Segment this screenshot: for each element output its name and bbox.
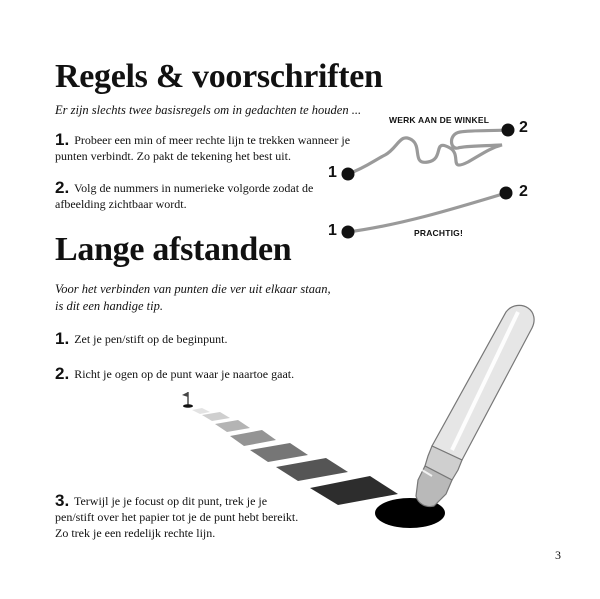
tip-3-line-3: Zo trek je een redelijk rechte lijn.	[55, 526, 216, 540]
tip-2-number: 2.	[55, 364, 70, 383]
rule-2	[55, 180, 325, 212]
tip-3-number: 3.	[55, 491, 70, 510]
dash-6	[276, 458, 348, 481]
rule-1-number: 1.	[55, 130, 70, 149]
dash-7	[310, 476, 398, 505]
dash-3	[215, 420, 250, 432]
rule-2-number: 2.	[55, 178, 70, 197]
tip-3	[55, 493, 298, 541]
tip-2-text: Richt je ogen op de punt waar je naartoe gaat.	[74, 367, 295, 381]
tip-3-line-1: Terwijl je je focust op dit punt, trek je je	[73, 494, 268, 508]
dash-4	[230, 430, 276, 446]
tip-1-text: Zet je pen/stift op de beginpunt.	[74, 332, 228, 346]
label-bad: WERK AAN DE WINKEL	[389, 115, 490, 125]
dot-end-top	[502, 124, 515, 137]
rule-1-text: Probeer een min of meer rechte lijn te trekken wanneer je punten verbindt. Zo pakt de tekening het best uit.	[55, 133, 351, 163]
dash-5	[250, 443, 308, 462]
page-number: 3	[555, 548, 561, 562]
section-intro-line-1: Voor het verbinden van punten die ver uit elkaar staan,	[55, 282, 331, 296]
page-title: Regels & voorschriften	[55, 58, 383, 95]
tip-1-number: 1.	[55, 329, 70, 348]
dash-2	[202, 412, 230, 421]
dot-number-1-top: 1	[328, 164, 337, 181]
intro-text: Er zijn slechts twee basisregels om in gedachten te houden ...	[55, 103, 362, 117]
label-good: PRACHTIG!	[414, 228, 464, 238]
section-intro-line-2: is dit een handige tip.	[55, 299, 163, 313]
rule-2-text: Volg de nummers in numerieke volgorde zodat de afbeelding zichtbaar wordt.	[55, 181, 314, 211]
rule-1	[55, 132, 360, 164]
dot-start-bottom	[342, 226, 355, 239]
dash-1	[192, 408, 210, 414]
wiggly-line	[348, 130, 510, 174]
dot-start-top	[342, 168, 355, 181]
straight-line	[348, 193, 506, 232]
start-flag-icon	[182, 392, 193, 408]
dot-end-bottom	[500, 187, 513, 200]
section-title: Lange afstanden	[55, 231, 292, 268]
dot-number-2-bottom: 2	[519, 183, 528, 200]
tip-3-line-2: pen/stift over het papier tot je de punt hebt bereikt.	[55, 510, 299, 524]
dot-number-2-top: 2	[519, 119, 528, 136]
marker-pen-icon	[416, 305, 534, 506]
dot-number-1-bottom: 1	[328, 222, 337, 239]
